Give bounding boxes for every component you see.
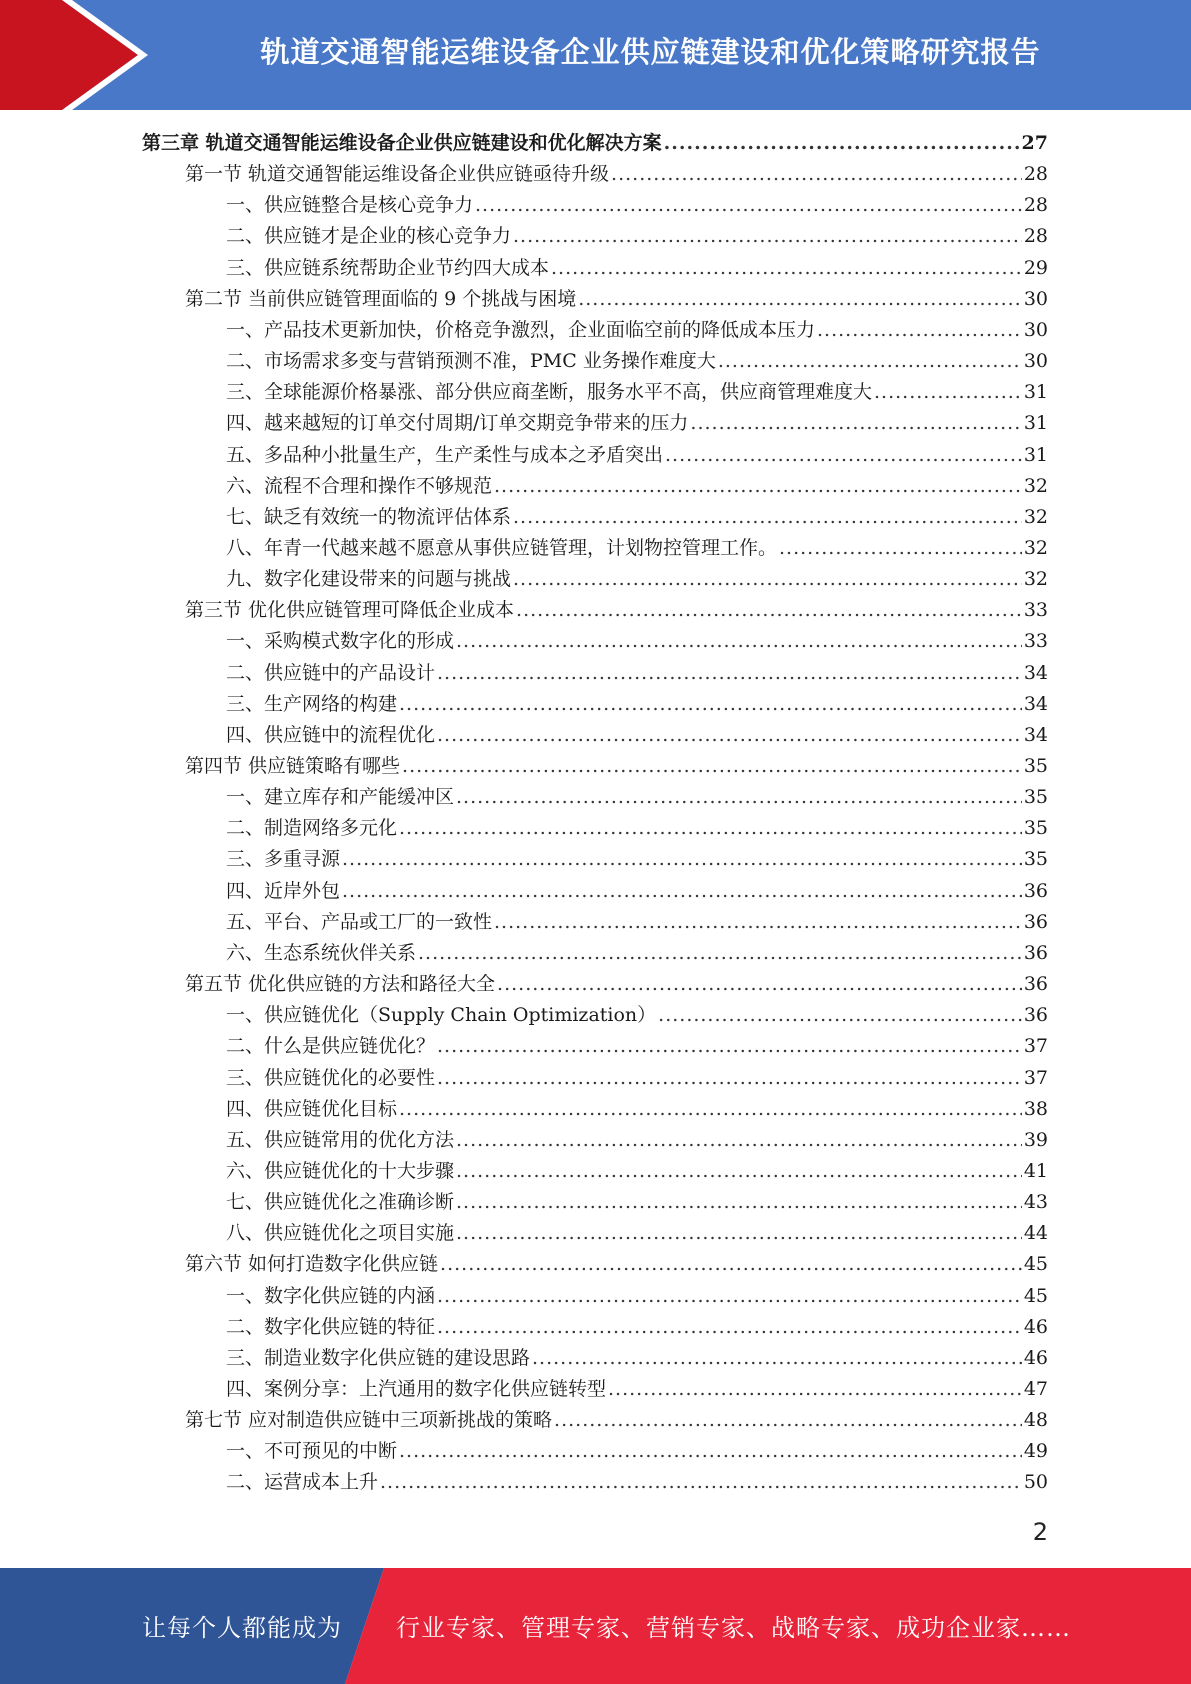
toc-entry-page: 28 xyxy=(1023,163,1048,185)
toc-leader-dots xyxy=(399,1436,1022,1467)
toc-leader-dots xyxy=(874,377,1022,408)
toc-entry-section[interactable] xyxy=(185,159,1048,190)
toc-entry-page: 36 xyxy=(1023,880,1048,902)
toc-entry-title: 三、多重寻源 xyxy=(226,848,341,870)
toc-leader-dots xyxy=(437,720,1022,751)
footer-slogan-right: 行业专家、管理专家、营销专家、战略专家、成功企业家…… xyxy=(396,1614,1071,1642)
toc-entry-title: 一、供应链优化（Supply Chain Optimization） xyxy=(226,1004,657,1026)
toc-leader-dots xyxy=(437,1312,1022,1343)
toc-entry-page: 32 xyxy=(1023,475,1048,497)
toc-entry-item[interactable] xyxy=(226,1031,1048,1062)
toc-entry-title: 六、生态系统伙伴关系 xyxy=(226,942,417,964)
toc-entry-title: 第一节 轨道交通智能运维设备企业供应链亟待升级 xyxy=(185,163,610,185)
toc-entry-item[interactable] xyxy=(226,346,1048,377)
toc-entry-page: 32 xyxy=(1023,568,1048,590)
toc-entry-page: 50 xyxy=(1023,1471,1048,1493)
toc-entry-item[interactable] xyxy=(226,876,1048,907)
toc-leader-dots xyxy=(456,1125,1022,1156)
toc-entry-page: 30 xyxy=(1023,319,1048,341)
toc-leader-dots xyxy=(380,1467,1022,1498)
toc-entry-item[interactable] xyxy=(226,1187,1048,1218)
toc-entry-page: 36 xyxy=(1023,911,1048,933)
toc-entry-title: 三、全球能源价格暴涨、部分供应商垄断，服务水平不高，供应商管理难度大 xyxy=(226,381,873,403)
toc-entry-item[interactable] xyxy=(226,377,1048,408)
toc-entry-page: 29 xyxy=(1023,257,1048,279)
toc-entry-title: 九、数字化建设带来的问题与挑战 xyxy=(226,568,512,590)
toc-entry-title: 六、供应链优化的十大步骤 xyxy=(226,1160,455,1182)
toc-entry-page: 41 xyxy=(1023,1160,1048,1182)
toc-entry-page: 31 xyxy=(1023,381,1048,403)
toc-entry-item[interactable] xyxy=(226,315,1048,346)
toc-entry-item[interactable] xyxy=(226,720,1048,751)
toc-entry-title: 二、供应链中的产品设计 xyxy=(226,662,436,684)
toc-entry-item[interactable] xyxy=(226,1467,1048,1498)
toc-entry-title: 五、多品种小批量生产，生产柔性与成本之矛盾突出 xyxy=(226,444,664,466)
toc-entry-item[interactable] xyxy=(226,1312,1048,1343)
toc-entry-item[interactable] xyxy=(226,471,1048,502)
toc-entry-title: 一、数字化供应链的内涵 xyxy=(226,1285,436,1307)
toc-entry-item[interactable] xyxy=(226,1281,1048,1312)
toc-leader-dots xyxy=(402,751,1022,782)
toc-entry-page: 39 xyxy=(1023,1129,1048,1151)
toc-entry-page: 46 xyxy=(1023,1316,1048,1338)
toc-entry-page: 35 xyxy=(1023,848,1048,870)
toc-entry-page: 47 xyxy=(1023,1378,1048,1400)
toc-leader-dots xyxy=(437,658,1022,689)
toc-entry-title: 四、供应链中的流程优化 xyxy=(226,724,436,746)
toc-leader-dots xyxy=(456,1156,1022,1187)
toc-entry-page: 43 xyxy=(1023,1191,1048,1213)
toc-entry-chapter[interactable] xyxy=(142,128,1048,159)
toc-entry-item[interactable] xyxy=(226,1218,1048,1249)
toc-entry-page: 31 xyxy=(1023,412,1048,434)
toc-leader-dots xyxy=(665,440,1022,471)
toc-leader-dots xyxy=(532,1343,1022,1374)
toc-leader-dots xyxy=(611,159,1022,190)
footer-slogan-left: 让每个人都能成为 xyxy=(142,1614,342,1642)
toc-entry-title: 第三节 优化供应链管理可降低企业成本 xyxy=(185,599,515,621)
toc-entry-item[interactable] xyxy=(226,1094,1048,1125)
toc-entry-title: 三、供应链系统帮助企业节约四大成本 xyxy=(226,257,550,279)
toc-entry-item[interactable] xyxy=(226,1000,1048,1031)
toc-entry-page: 33 xyxy=(1023,630,1048,652)
toc-entry-title: 四、近岸外包 xyxy=(226,880,341,902)
toc-entry-title: 三、供应链优化的必要性 xyxy=(226,1067,436,1089)
toc-entry-title: 一、不可预见的中断 xyxy=(226,1440,398,1462)
toc-entry-page: 34 xyxy=(1023,724,1048,746)
toc-leader-dots xyxy=(718,346,1022,377)
toc-entry-page: 37 xyxy=(1023,1067,1048,1089)
toc-entry-title: 八、年青一代越来越不愿意从事供应链管理，计划物控管理工作。 xyxy=(226,537,778,559)
toc-entry-title: 四、供应链优化目标 xyxy=(226,1098,398,1120)
toc-entry-title: 二、制造网络多元化 xyxy=(226,817,398,839)
toc-entry-page: 27 xyxy=(1021,132,1048,154)
toc-leader-dots xyxy=(779,533,1022,564)
toc-entry-title: 四、越来越短的订单交付周期/订单交期竞争带来的压力 xyxy=(226,412,689,434)
toc-entry-title: 第六节 如何打造数字化供应链 xyxy=(185,1253,439,1275)
toc-entry-page: 37 xyxy=(1023,1035,1048,1057)
toc-entry-page: 32 xyxy=(1023,537,1048,559)
header-banner xyxy=(0,0,1191,110)
toc-entry-page: 35 xyxy=(1023,817,1048,839)
toc-leader-dots xyxy=(494,471,1022,502)
toc-entry-item[interactable] xyxy=(226,408,1048,439)
toc-entry-item[interactable] xyxy=(226,689,1048,720)
toc-entry-title: 二、供应链才是企业的核心竞争力 xyxy=(226,225,512,247)
toc-entry-item[interactable] xyxy=(226,440,1048,471)
toc-entry-section[interactable] xyxy=(185,751,1048,782)
toc-leader-dots xyxy=(418,938,1022,969)
toc-entry-page: 44 xyxy=(1023,1222,1048,1244)
toc-entry-item[interactable] xyxy=(226,1125,1048,1156)
toc-entry-title: 一、建立库存和产能缓冲区 xyxy=(226,786,455,808)
toc-entry-title: 七、供应链优化之准确诊断 xyxy=(226,1191,455,1213)
toc-entry-page: 30 xyxy=(1023,288,1048,310)
toc-entry-item[interactable] xyxy=(226,1063,1048,1094)
toc-entry-page: 30 xyxy=(1023,350,1048,372)
toc-entry-title: 八、供应链优化之项目实施 xyxy=(226,1222,455,1244)
toc-leader-dots xyxy=(817,315,1022,346)
toc-leader-dots xyxy=(578,284,1022,315)
toc-entry-title: 第二节 当前供应链管理面临的 9 个挑战与困境 xyxy=(185,288,577,310)
toc-entry-page: 46 xyxy=(1023,1347,1048,1369)
toc-entry-title: 第三章 轨道交通智能运维设备企业供应链建设和优化解决方案 xyxy=(142,132,662,154)
toc-entry-title: 第七节 应对制造供应链中三项新挑战的策略 xyxy=(185,1409,553,1431)
toc-leader-dots xyxy=(342,876,1022,907)
toc-entry-page: 33 xyxy=(1023,599,1048,621)
toc-entry-page: 34 xyxy=(1023,662,1048,684)
toc-entry-page: 35 xyxy=(1023,786,1048,808)
toc-entry-page: 28 xyxy=(1023,225,1048,247)
toc-leader-dots xyxy=(399,689,1022,720)
toc-entry-item[interactable] xyxy=(226,1374,1048,1405)
toc-entry-page: 35 xyxy=(1023,755,1048,777)
toc-entry-item[interactable] xyxy=(226,564,1048,595)
toc-entry-item[interactable] xyxy=(226,813,1048,844)
toc-entry-title: 一、采购模式数字化的形成 xyxy=(226,630,455,652)
toc-leader-dots xyxy=(456,1218,1022,1249)
toc-leader-dots xyxy=(437,1063,1022,1094)
toc-entry-title: 二、市场需求多变与营销预测不准，PMC 业务操作难度大 xyxy=(226,350,716,372)
footer-banner xyxy=(0,1568,1191,1684)
toc-entry-title: 七、缺乏有效统一的物流评估体系 xyxy=(226,506,512,528)
toc-entry-page: 45 xyxy=(1023,1253,1048,1275)
toc-entry-item[interactable] xyxy=(226,1156,1048,1187)
toc-leader-dots xyxy=(554,1405,1022,1436)
toc-entry-item[interactable] xyxy=(226,502,1048,533)
toc-entry-title: 三、生产网络的构建 xyxy=(226,693,398,715)
toc-leader-dots xyxy=(664,128,1020,159)
toc-entry-section[interactable] xyxy=(185,595,1048,626)
toc-leader-dots xyxy=(456,1187,1022,1218)
toc-entry-section[interactable] xyxy=(185,284,1048,315)
toc-entry-item[interactable] xyxy=(226,626,1048,657)
toc-entry-title: 一、产品技术更新加快，价格竞争激烈，企业面临空前的降低成本压力 xyxy=(226,319,816,341)
toc-entry-item[interactable] xyxy=(226,938,1048,969)
toc-entry-title: 四、案例分享：上汽通用的数字化供应链转型 xyxy=(226,1378,607,1400)
toc-entry-page: 31 xyxy=(1023,444,1048,466)
toc-leader-dots xyxy=(399,813,1022,844)
toc-entry-title: 六、流程不合理和操作不够规范 xyxy=(226,475,493,497)
toc-entry-title: 第五节 优化供应链的方法和路径大全 xyxy=(185,973,496,995)
toc-entry-item[interactable] xyxy=(226,1343,1048,1374)
toc-entry-title: 二、什么是供应链优化？ xyxy=(226,1035,436,1057)
toc-leader-dots xyxy=(690,408,1021,439)
toc-entry-page: 32 xyxy=(1023,506,1048,528)
toc-leader-dots xyxy=(551,253,1022,284)
page-number: 2 xyxy=(1032,1518,1048,1546)
toc-entry-item[interactable] xyxy=(226,533,1048,564)
toc-entry-item[interactable] xyxy=(226,1436,1048,1467)
toc-leader-dots xyxy=(516,595,1022,626)
toc-entry-title: 第四节 供应链策略有哪些 xyxy=(185,755,401,777)
toc-leader-dots xyxy=(399,1094,1022,1125)
toc-leader-dots xyxy=(440,1249,1022,1280)
toc-leader-dots xyxy=(513,564,1022,595)
toc-entry-section[interactable] xyxy=(185,969,1048,1000)
toc-leader-dots xyxy=(456,782,1022,813)
toc-entry-item[interactable] xyxy=(226,253,1048,284)
toc-entry-item[interactable] xyxy=(226,907,1048,938)
toc-entry-page: 36 xyxy=(1023,942,1048,964)
toc-leader-dots xyxy=(437,1281,1022,1312)
header-arrow-icon xyxy=(0,0,150,110)
toc-entry-page: 48 xyxy=(1023,1409,1048,1431)
toc-entry-section[interactable] xyxy=(185,1405,1048,1436)
toc-leader-dots xyxy=(658,1000,1022,1031)
report-title: 轨道交通智能运维设备企业供应链建设和优化策略研究报告 xyxy=(260,35,1041,69)
toc-entry-item[interactable] xyxy=(226,782,1048,813)
toc-leader-dots xyxy=(494,907,1022,938)
toc-entry-page: 49 xyxy=(1023,1440,1048,1462)
toc-leader-dots xyxy=(497,969,1022,1000)
toc-entry-title: 二、数字化供应链的特征 xyxy=(226,1316,436,1338)
toc-entry-title: 一、供应链整合是核心竞争力 xyxy=(226,194,474,216)
toc-entry-item[interactable] xyxy=(226,221,1048,252)
toc-leader-dots xyxy=(513,221,1022,252)
toc-entry-page: 28 xyxy=(1023,194,1048,216)
toc-entry-page: 38 xyxy=(1023,1098,1048,1120)
toc-leader-dots xyxy=(456,626,1022,657)
toc-leader-dots xyxy=(608,1374,1022,1405)
toc-entry-page: 36 xyxy=(1023,1004,1048,1026)
toc-entry-page: 34 xyxy=(1023,693,1048,715)
toc-leader-dots xyxy=(342,844,1022,875)
toc-entry-item[interactable] xyxy=(226,190,1048,221)
toc-leader-dots xyxy=(475,190,1022,221)
toc-entry-title: 五、供应链常用的优化方法 xyxy=(226,1129,455,1151)
toc-entry-title: 二、运营成本上升 xyxy=(226,1471,379,1493)
toc-entry-page: 36 xyxy=(1023,973,1048,995)
toc-leader-dots xyxy=(437,1031,1022,1062)
toc-entry-item[interactable] xyxy=(226,844,1048,875)
toc-leader-dots xyxy=(513,502,1022,533)
toc-entry-section[interactable] xyxy=(185,1249,1048,1280)
toc-entry-item[interactable] xyxy=(226,658,1048,689)
toc-entry-title: 五、平台、产品或工厂的一致性 xyxy=(226,911,493,933)
toc-entry-page: 45 xyxy=(1023,1285,1048,1307)
toc-entry-title: 三、制造业数字化供应链的建设思路 xyxy=(226,1347,531,1369)
